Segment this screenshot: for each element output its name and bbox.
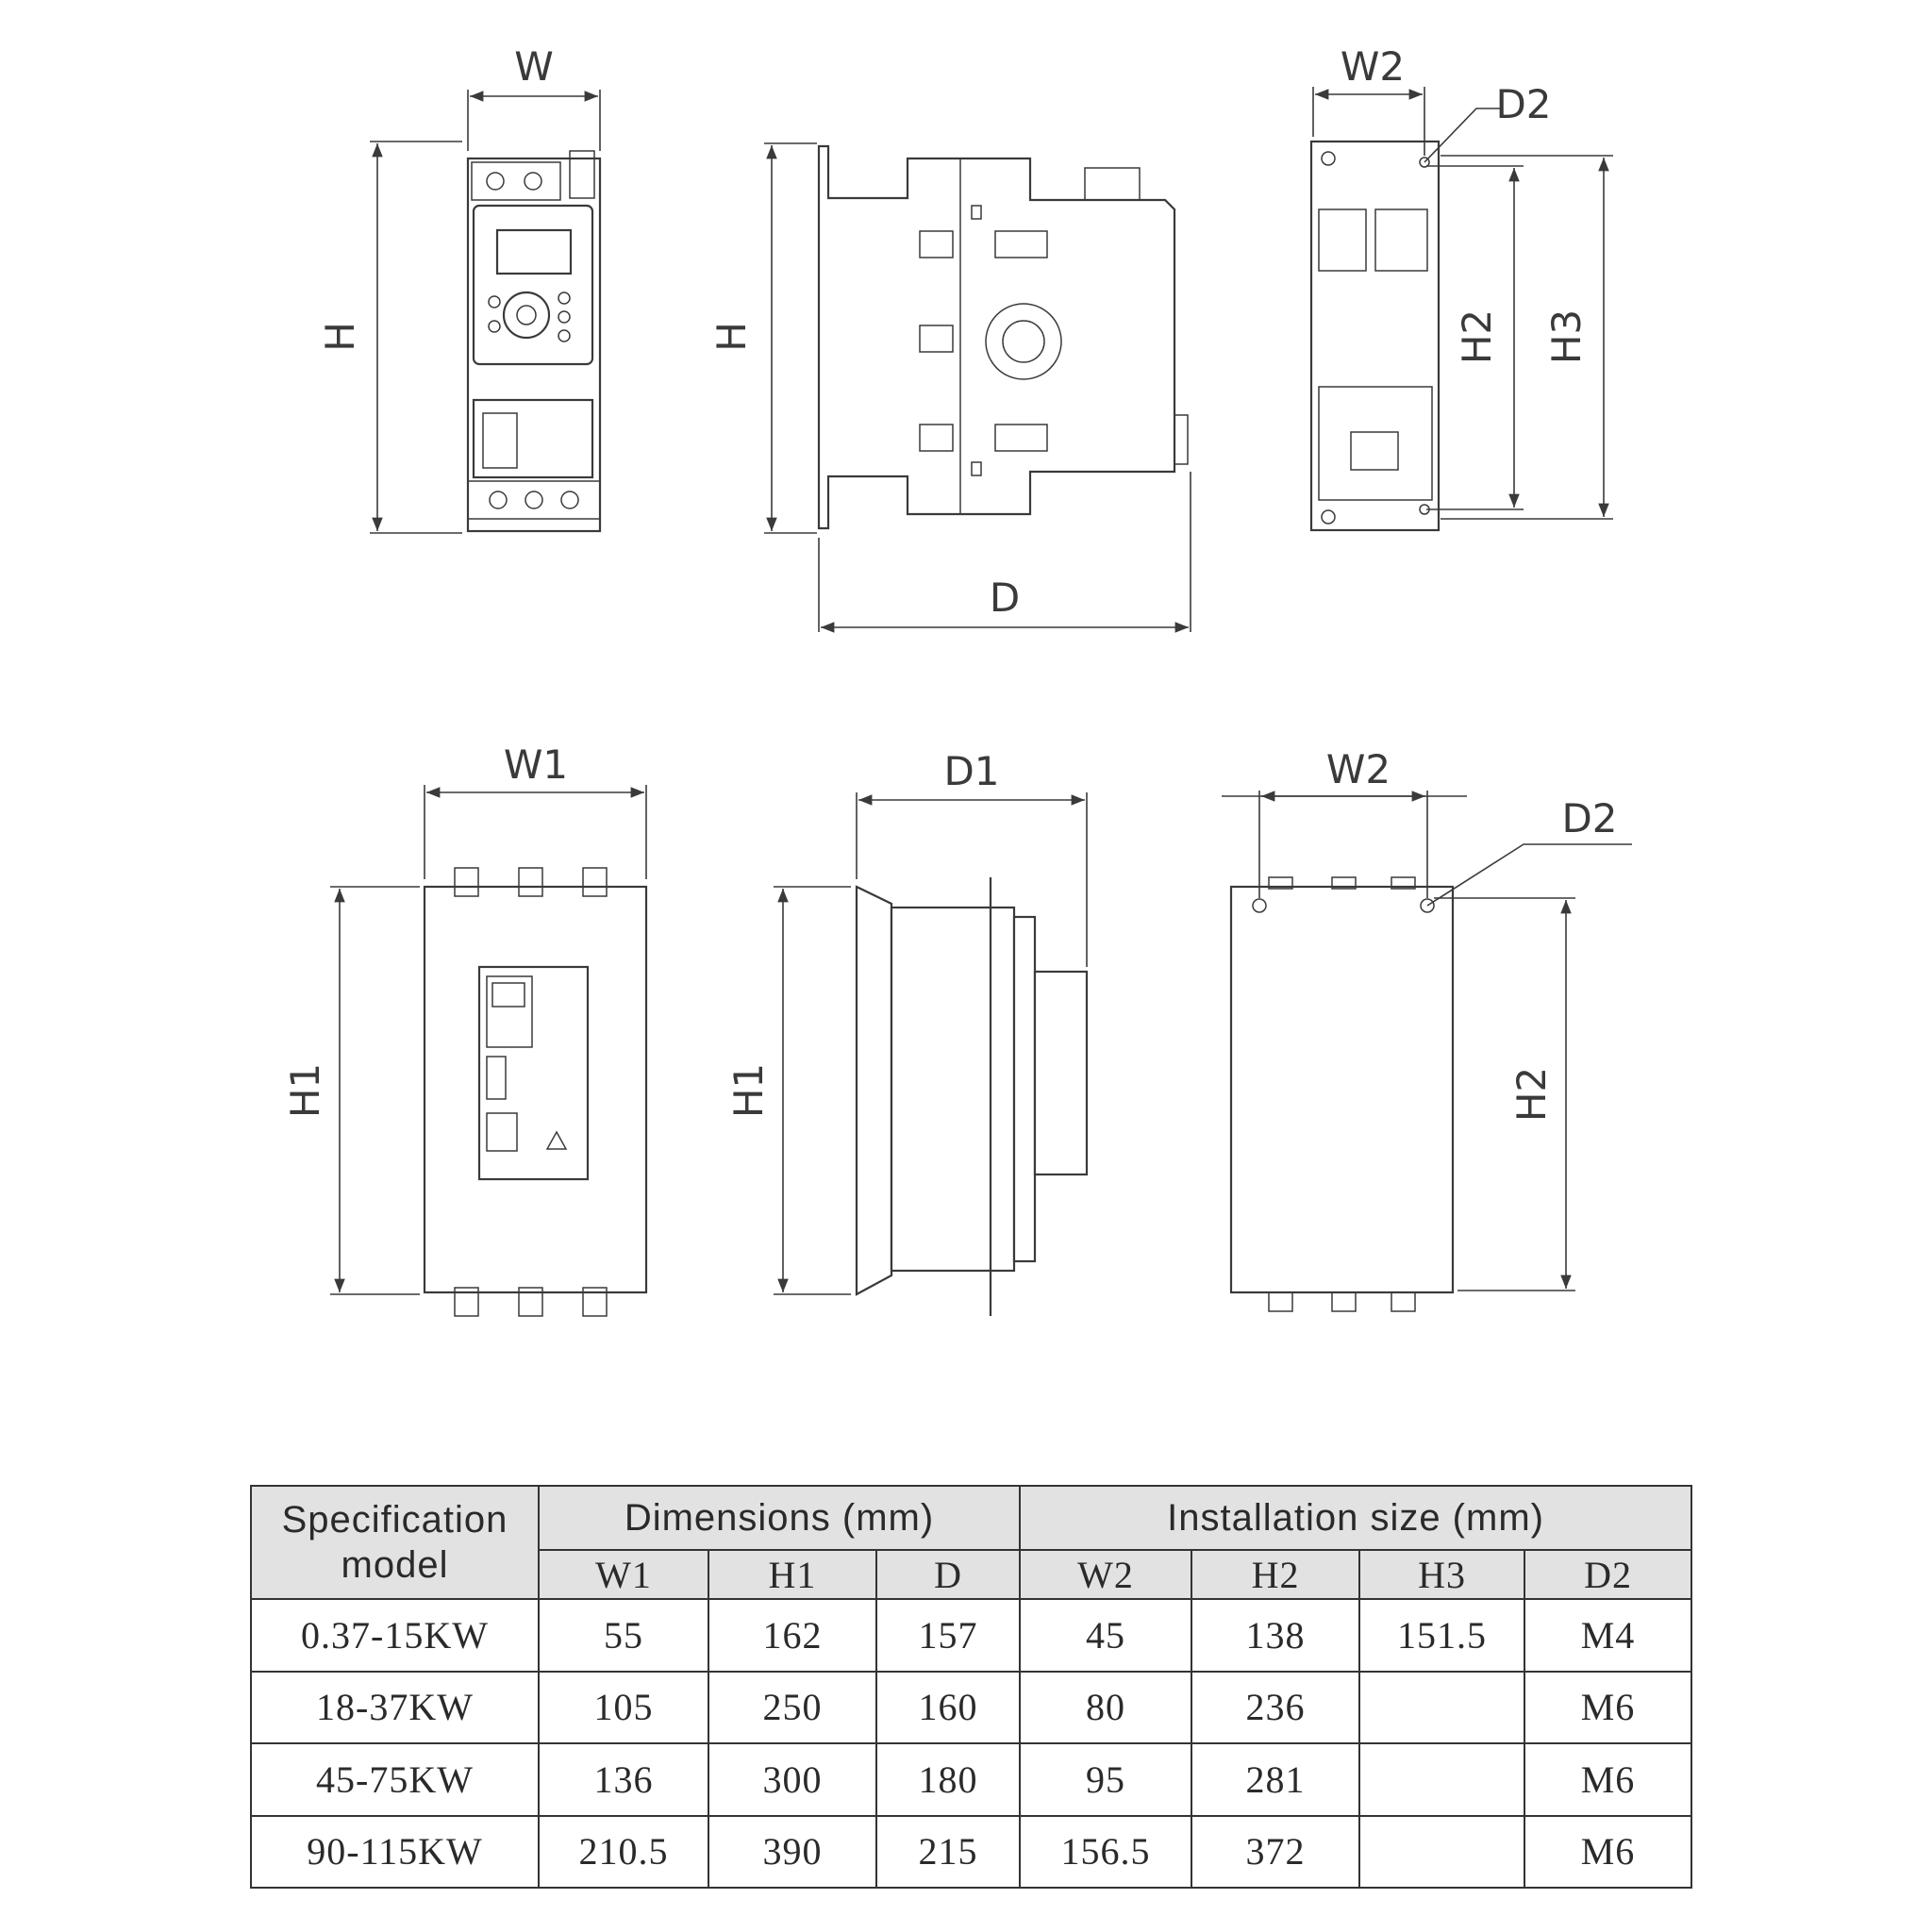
bottom-back-view [1222, 746, 1632, 1311]
model-header-line1: Specification [281, 1499, 508, 1541]
value-cell: 390 [708, 1816, 876, 1889]
label-d: D [989, 575, 1021, 621]
model-header [251, 1486, 539, 1599]
table-row [251, 1816, 1691, 1889]
col-header-h3: H3 [1359, 1550, 1524, 1599]
model-cell: 18-37KW [251, 1672, 539, 1744]
bottom-side-view [725, 748, 1087, 1316]
value-cell: 138 [1191, 1599, 1359, 1672]
label-d1: D1 [943, 748, 1000, 794]
value-cell: 80 [1020, 1672, 1191, 1744]
value-cell: M4 [1524, 1599, 1691, 1672]
value-cell: 156.5 [1020, 1816, 1191, 1889]
value-cell: 151.5 [1359, 1599, 1524, 1672]
value-cell [1359, 1743, 1524, 1816]
col-header-d2: D2 [1524, 1550, 1691, 1599]
value-cell: 55 [539, 1599, 708, 1672]
specification-table [250, 1485, 1692, 1889]
bottom-front-view [282, 741, 646, 1316]
value-cell: 281 [1191, 1743, 1359, 1816]
label-d2-bottom: D2 [1561, 795, 1618, 841]
label-h2-top: H2 [1454, 308, 1500, 365]
col-header-h1: H1 [708, 1550, 876, 1599]
col-header-w2: W2 [1020, 1550, 1191, 1599]
dimensions-header: Dimensions (mm) [539, 1486, 1020, 1550]
col-header-d: D [876, 1550, 1020, 1599]
table-row [251, 1599, 1691, 1672]
value-cell: 236 [1191, 1672, 1359, 1744]
value-cell: 95 [1020, 1743, 1191, 1816]
label-h-front: H [317, 322, 363, 352]
label-w: W [514, 43, 554, 90]
value-cell: M6 [1524, 1816, 1691, 1889]
value-cell: 180 [876, 1743, 1020, 1816]
table-row [251, 1672, 1691, 1744]
value-cell: 157 [876, 1599, 1020, 1672]
value-cell: 45 [1020, 1599, 1191, 1672]
value-cell: 250 [708, 1672, 876, 1744]
value-cell: 215 [876, 1816, 1020, 1889]
label-h-side: H [708, 322, 755, 352]
label-h1-front: H1 [282, 1062, 328, 1119]
label-w2-top: W2 [1340, 43, 1406, 90]
value-cell: 136 [539, 1743, 708, 1816]
label-d2-top: D2 [1495, 81, 1552, 127]
value-cell: 210.5 [539, 1816, 708, 1889]
model-cell: 90-115KW [251, 1816, 539, 1889]
model-cell: 45-75KW [251, 1743, 539, 1816]
value-cell [1359, 1672, 1524, 1744]
value-cell: 160 [876, 1672, 1020, 1744]
installation-header: Installation size (mm) [1020, 1486, 1691, 1550]
value-cell: 300 [708, 1743, 876, 1816]
label-h1-side: H1 [725, 1062, 772, 1119]
value-cell: 372 [1191, 1816, 1359, 1889]
label-h2-bottom: H2 [1508, 1066, 1555, 1123]
model-header-line2: model [341, 1544, 449, 1586]
value-cell: 105 [539, 1672, 708, 1744]
value-cell: M6 [1524, 1672, 1691, 1744]
label-h3: H3 [1543, 308, 1590, 365]
model-cell: 0.37-15KW [251, 1599, 539, 1672]
top-side-view [708, 143, 1191, 632]
col-header-w1: W1 [539, 1550, 708, 1599]
value-cell: 162 [708, 1599, 876, 1672]
col-header-h2: H2 [1191, 1550, 1359, 1599]
top-back-view [1311, 43, 1613, 530]
top-front-view [317, 43, 600, 533]
table-row [251, 1743, 1691, 1816]
value-cell: M6 [1524, 1743, 1691, 1816]
label-w1: W1 [503, 741, 569, 788]
label-w2-bottom: W2 [1325, 746, 1391, 792]
value-cell [1359, 1816, 1524, 1889]
